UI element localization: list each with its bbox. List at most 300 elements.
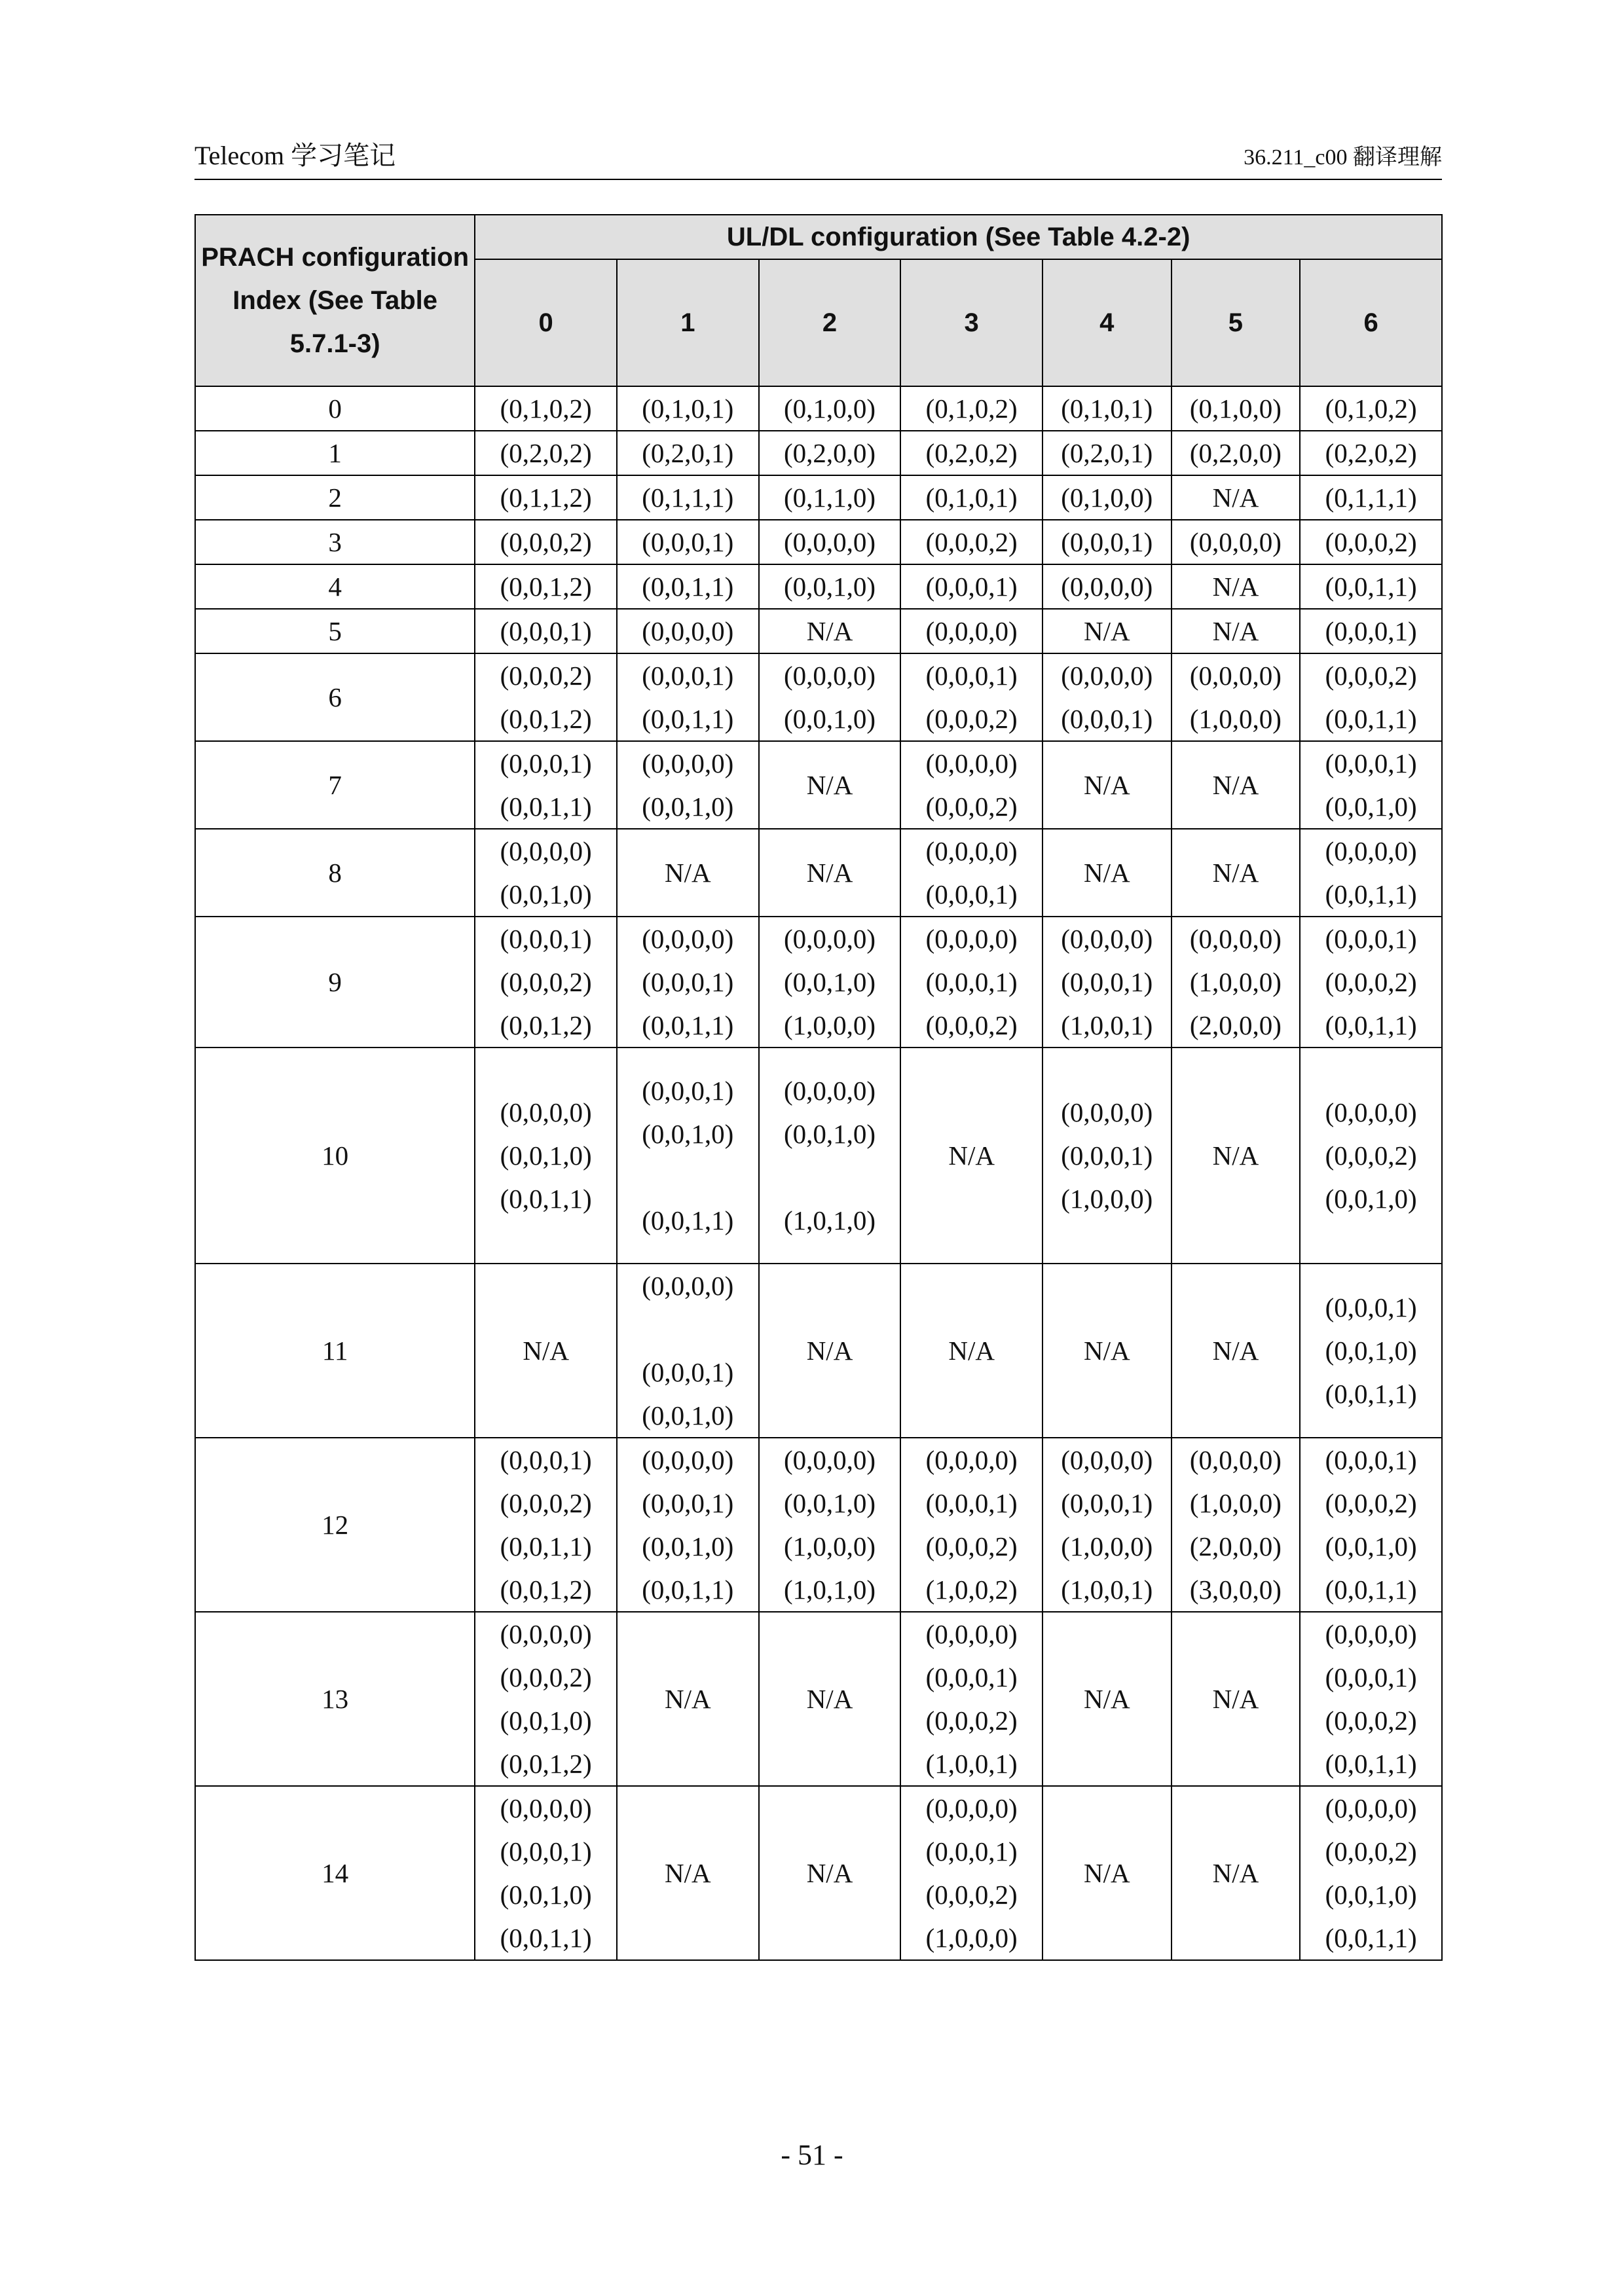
config-cell <box>1300 564 1442 609</box>
prach-index-cell: 2 <box>195 475 475 520</box>
config-cell <box>900 475 1043 520</box>
config-cell <box>1300 1264 1442 1438</box>
config-value: (1,0,0,1) <box>925 1749 1018 1779</box>
config-value: (0,0,0,1) <box>642 661 734 691</box>
config-cell <box>617 475 759 520</box>
config-value: (1,0,0,0) <box>1189 1488 1282 1518</box>
prach-index-cell: 5 <box>195 609 475 653</box>
config-value: N/A <box>1084 1336 1130 1366</box>
config-value: (0,0,0,0) <box>1325 1793 1417 1823</box>
config-cell <box>475 1438 617 1612</box>
config-cell <box>617 1612 759 1786</box>
config-value: N/A <box>1212 572 1259 602</box>
config-value: (2,0,0,0) <box>1189 1531 1282 1561</box>
config-cell <box>1043 520 1172 564</box>
config-cell <box>617 741 759 829</box>
config-value: (1,0,0,0) <box>783 1010 876 1040</box>
config-cell <box>759 520 901 564</box>
config-value: (0,0,0,2) <box>925 527 1018 557</box>
config-value: (0,0,0,0) <box>1189 661 1282 691</box>
config-cell <box>1300 475 1442 520</box>
config-value: (0,0,0,1) <box>500 748 592 778</box>
config-value: (0,0,1,0) <box>783 572 876 602</box>
config-cell <box>759 564 901 609</box>
config-value: (1,0,0,1) <box>1061 1575 1153 1605</box>
config-value <box>618 1156 758 1199</box>
config-value: (0,0,0,0) <box>925 1619 1018 1649</box>
config-value: (0,0,0,2) <box>500 1488 592 1518</box>
config-cell <box>900 917 1043 1048</box>
config-value: (0,0,1,1) <box>642 1205 734 1235</box>
config-cell <box>1300 917 1442 1048</box>
config-value: (0,0,0,0) <box>783 1076 876 1106</box>
config-value: (0,0,0,0) <box>925 1445 1018 1475</box>
config-value: (0,0,0,2) <box>1325 1836 1417 1867</box>
config-cell <box>617 1438 759 1612</box>
config-value: (0,0,1,1) <box>1325 572 1417 602</box>
config-value: (0,0,1,0) <box>783 704 876 734</box>
config-value: (0,0,0,0) <box>783 527 876 557</box>
config-value: (0,0,0,1) <box>642 1488 734 1518</box>
config-value: (0,0,1,2) <box>500 1575 592 1605</box>
config-value: (0,0,0,2) <box>1325 967 1417 997</box>
config-value: (0,2,0,0) <box>783 438 876 468</box>
config-value: N/A <box>1212 1858 1259 1888</box>
config-cell <box>1300 653 1442 741</box>
config-value: (0,0,0,1) <box>642 1357 734 1387</box>
config-value: (2,0,0,0) <box>1189 1010 1282 1040</box>
config-cell <box>1043 1264 1172 1438</box>
config-cell <box>1300 431 1442 475</box>
config-cell <box>1043 1786 1172 1960</box>
config-cell <box>1043 564 1172 609</box>
config-value: (1,0,0,0) <box>1061 1184 1153 1214</box>
config-cell <box>1043 829 1172 917</box>
config-cell <box>900 829 1043 917</box>
config-cell <box>617 917 759 1048</box>
config-value: (0,0,0,1) <box>925 879 1018 909</box>
config-cell <box>1172 917 1301 1048</box>
config-value: (0,0,1,0) <box>500 879 592 909</box>
config-value: (0,0,0,0) <box>783 1445 876 1475</box>
config-value: (0,0,1,1) <box>500 1923 592 1953</box>
config-value: (0,0,1,0) <box>783 1119 876 1149</box>
config-value: (0,0,1,0) <box>642 792 734 822</box>
config-cell <box>617 1048 759 1264</box>
config-cell <box>475 741 617 829</box>
config-value: (1,0,0,2) <box>925 1575 1018 1605</box>
config-value: N/A <box>1212 483 1259 513</box>
config-cell <box>1300 386 1442 431</box>
config-value: (0,0,0,1) <box>925 661 1018 691</box>
config-value: N/A <box>1212 770 1259 800</box>
config-cell <box>1172 1786 1301 1960</box>
config-value: (0,0,0,2) <box>500 661 592 691</box>
config-value: N/A <box>1084 616 1130 646</box>
config-value: (0,0,1,0) <box>500 1705 592 1736</box>
uldl-column-header: 0 <box>475 259 617 386</box>
config-value: (0,0,1,1) <box>500 792 592 822</box>
config-value: (0,0,1,2) <box>500 572 592 602</box>
config-cell <box>900 741 1043 829</box>
config-cell <box>1172 1264 1301 1438</box>
config-cell <box>759 386 901 431</box>
config-value: (0,0,0,2) <box>925 792 1018 822</box>
config-cell <box>759 431 901 475</box>
config-value: (0,0,0,0) <box>642 1445 734 1475</box>
config-value: N/A <box>1084 770 1130 800</box>
config-cell <box>759 1438 901 1612</box>
config-cell <box>1172 475 1301 520</box>
config-value: (0,0,1,0) <box>1325 1531 1417 1561</box>
config-value: (0,1,0,2) <box>1325 393 1417 424</box>
config-cell <box>475 431 617 475</box>
config-value: N/A <box>806 616 853 646</box>
prach-index-cell: 6 <box>195 653 475 741</box>
config-value: (0,0,0,0) <box>500 836 592 866</box>
config-value: (1,0,1,0) <box>783 1575 876 1605</box>
prach-index-cell: 10 <box>195 1048 475 1264</box>
config-value: (0,0,1,1) <box>500 1531 592 1561</box>
config-value: (0,0,1,1) <box>1325 1575 1417 1605</box>
config-value: N/A <box>523 1336 569 1366</box>
config-value: (0,0,0,0) <box>500 1619 592 1649</box>
config-value: (0,1,0,0) <box>1061 483 1153 513</box>
config-value: (1,0,0,0) <box>783 1531 876 1561</box>
config-value: N/A <box>1212 1336 1259 1366</box>
config-value: N/A <box>1212 858 1259 888</box>
config-value: (0,0,0,1) <box>1325 924 1417 954</box>
config-value: (0,0,0,0) <box>642 748 734 778</box>
config-cell <box>1300 609 1442 653</box>
config-value <box>618 1307 758 1351</box>
config-value: (0,0,1,1) <box>1325 1923 1417 1953</box>
config-value: (0,0,0,1) <box>500 924 592 954</box>
config-value: (0,0,1,1) <box>500 1184 592 1214</box>
config-cell <box>900 609 1043 653</box>
config-cell <box>617 431 759 475</box>
prach-index-cell: 0 <box>195 386 475 431</box>
config-value: (1,0,0,0) <box>1061 1531 1153 1561</box>
config-value: (0,0,0,1) <box>925 1836 1018 1867</box>
uldl-column-header: 2 <box>759 259 901 386</box>
config-value: (0,0,0,0) <box>1061 1445 1153 1475</box>
config-value: (0,1,0,1) <box>642 393 734 424</box>
config-value: (0,0,0,0) <box>925 924 1018 954</box>
config-value <box>760 1156 900 1199</box>
config-value: (0,1,0,1) <box>1061 393 1153 424</box>
config-cell <box>1300 1786 1442 1960</box>
config-cell <box>475 1048 617 1264</box>
config-value: (0,0,0,0) <box>783 924 876 954</box>
table-row <box>195 1048 1442 1264</box>
prach-index-cell: 13 <box>195 1612 475 1786</box>
config-value: N/A <box>665 858 711 888</box>
config-cell <box>1043 609 1172 653</box>
config-cell <box>1172 1612 1301 1786</box>
table-row <box>195 431 1442 475</box>
config-value: (1,0,0,0) <box>1189 967 1282 997</box>
config-value: N/A <box>806 770 853 800</box>
prach-config-table <box>194 214 1443 1961</box>
config-value: (0,0,0,2) <box>1325 1488 1417 1518</box>
config-value: (0,0,1,2) <box>500 704 592 734</box>
config-cell <box>1172 520 1301 564</box>
config-cell <box>617 520 759 564</box>
config-value: (0,1,0,2) <box>500 393 592 424</box>
config-value: (0,0,1,0) <box>1325 792 1417 822</box>
table-row <box>195 1786 1442 1960</box>
uldl-column-header: 3 <box>900 259 1043 386</box>
config-cell <box>617 564 759 609</box>
table-row <box>195 741 1442 829</box>
config-value: (0,2,0,2) <box>1325 438 1417 468</box>
prach-index-cell: 4 <box>195 564 475 609</box>
config-value: (0,0,1,0) <box>642 1531 734 1561</box>
config-value: (0,0,1,0) <box>783 967 876 997</box>
config-value: (0,0,0,1) <box>642 967 734 997</box>
table-row <box>195 1612 1442 1786</box>
config-cell <box>1043 475 1172 520</box>
config-value: (0,0,1,0) <box>1325 1336 1417 1366</box>
config-value: (0,1,0,1) <box>925 483 1018 513</box>
prach-index-cell: 8 <box>195 829 475 917</box>
config-value: (0,0,0,2) <box>925 1705 1018 1736</box>
config-cell <box>617 653 759 741</box>
config-value: (0,2,0,2) <box>925 438 1018 468</box>
config-cell <box>900 1264 1043 1438</box>
config-value: (0,0,0,1) <box>1325 1292 1417 1322</box>
config-cell <box>475 653 617 741</box>
config-cell <box>475 609 617 653</box>
config-value: (0,0,0,0) <box>1325 1097 1417 1127</box>
uldl-column-header: 4 <box>1043 259 1172 386</box>
config-cell <box>1172 1048 1301 1264</box>
config-cell <box>475 1612 617 1786</box>
config-value: (0,0,0,0) <box>925 616 1018 646</box>
page-header <box>194 136 1442 180</box>
config-value: (0,0,1,0) <box>642 1119 734 1149</box>
config-value: (0,0,0,2) <box>1325 661 1417 691</box>
config-value: (0,0,0,1) <box>1325 616 1417 646</box>
config-cell <box>900 653 1043 741</box>
config-value: (0,0,1,2) <box>500 1749 592 1779</box>
config-value: (0,0,1,1) <box>1325 1379 1417 1409</box>
config-value: (1,0,1,0) <box>783 1205 876 1235</box>
table-row <box>195 1264 1442 1438</box>
config-value: (0,0,1,0) <box>642 1400 734 1430</box>
config-value: (0,1,1,1) <box>642 483 734 513</box>
config-value: (0,0,1,1) <box>1325 879 1417 909</box>
config-cell <box>1043 431 1172 475</box>
config-value: (1,0,0,0) <box>1189 704 1282 734</box>
config-value: (0,1,1,2) <box>500 483 592 513</box>
page-number: - 51 - <box>781 2139 843 2171</box>
config-cell <box>759 475 901 520</box>
config-value: N/A <box>948 1140 995 1171</box>
config-cell <box>900 431 1043 475</box>
config-cell <box>617 609 759 653</box>
config-value: (0,0,0,0) <box>1061 924 1153 954</box>
config-cell <box>759 1264 901 1438</box>
config-value: (0,0,0,1) <box>925 572 1018 602</box>
config-value: (0,0,0,0) <box>642 924 734 954</box>
config-cell <box>1300 1048 1442 1264</box>
config-value: (0,0,0,0) <box>1189 924 1282 954</box>
config-value: (0,0,0,1) <box>925 1662 1018 1692</box>
config-cell <box>1172 386 1301 431</box>
config-value: (0,0,0,0) <box>642 616 734 646</box>
config-value: (0,0,0,0) <box>1325 836 1417 866</box>
config-cell <box>1172 829 1301 917</box>
config-cell <box>759 741 901 829</box>
config-cell <box>1043 1438 1172 1612</box>
config-cell <box>759 1612 901 1786</box>
config-value: (0,0,1,1) <box>642 1575 734 1605</box>
config-value: (0,0,0,2) <box>500 967 592 997</box>
config-value: (0,0,0,1) <box>1061 1488 1153 1518</box>
table-row <box>195 520 1442 564</box>
config-value: N/A <box>806 858 853 888</box>
config-cell <box>900 1438 1043 1612</box>
config-value: (0,0,1,0) <box>1325 1184 1417 1214</box>
config-cell <box>900 564 1043 609</box>
config-value: (0,0,1,1) <box>1325 1010 1417 1040</box>
config-value: (0,0,0,1) <box>1061 1140 1153 1171</box>
config-value: (0,0,1,0) <box>783 1488 876 1518</box>
config-value: (0,0,0,0) <box>925 1793 1018 1823</box>
config-cell <box>475 564 617 609</box>
config-value: N/A <box>806 1336 853 1366</box>
table-row <box>195 564 1442 609</box>
config-cell <box>475 1786 617 1960</box>
uldl-column-header: 1 <box>617 259 759 386</box>
config-value: N/A <box>1084 1858 1130 1888</box>
config-value: (0,0,0,0) <box>1061 1097 1153 1127</box>
config-value: (0,1,1,1) <box>1325 483 1417 513</box>
table-body <box>195 386 1442 1960</box>
config-cell <box>1043 741 1172 829</box>
uldl-group-header: UL/DL configuration (See Table 4.2-2) <box>475 215 1442 259</box>
config-value: (0,0,0,1) <box>500 1445 592 1475</box>
config-value: (0,0,1,0) <box>500 1880 592 1910</box>
config-cell <box>1172 653 1301 741</box>
table-row <box>195 1438 1442 1612</box>
config-value: N/A <box>1084 858 1130 888</box>
config-value: (0,0,0,0) <box>783 661 876 691</box>
uldl-column-header: 5 <box>1172 259 1301 386</box>
config-cell <box>475 386 617 431</box>
config-value: (0,0,0,2) <box>1325 1140 1417 1171</box>
config-value: (0,0,0,0) <box>642 1271 734 1301</box>
config-cell <box>1043 386 1172 431</box>
config-value: (0,0,0,1) <box>1325 1662 1417 1692</box>
config-value: (0,2,0,1) <box>1061 438 1153 468</box>
prach-index-cell: 7 <box>195 741 475 829</box>
table-row <box>195 386 1442 431</box>
config-value: (0,0,0,1) <box>642 527 734 557</box>
config-value: (0,0,0,0) <box>1325 1619 1417 1649</box>
config-value: (0,0,0,0) <box>1061 572 1153 602</box>
table-row <box>195 475 1442 520</box>
config-value: (0,0,1,1) <box>642 572 734 602</box>
config-value: (0,0,0,2) <box>500 1662 592 1692</box>
config-value: (0,0,0,0) <box>500 1793 592 1823</box>
prach-index-cell: 9 <box>195 917 475 1048</box>
config-value: (0,0,0,1) <box>500 1836 592 1867</box>
prach-index-cell: 12 <box>195 1438 475 1612</box>
config-cell <box>1172 609 1301 653</box>
prach-index-cell: 3 <box>195 520 475 564</box>
config-cell <box>1300 1438 1442 1612</box>
config-value: N/A <box>806 1684 853 1714</box>
config-value: (0,0,1,1) <box>642 704 734 734</box>
table-row <box>195 829 1442 917</box>
config-cell <box>900 1612 1043 1786</box>
config-cell <box>1043 1612 1172 1786</box>
uldl-column-header: 6 <box>1300 259 1442 386</box>
table-row <box>195 609 1442 653</box>
config-value: (0,0,1,0) <box>1325 1880 1417 1910</box>
config-cell <box>475 917 617 1048</box>
config-cell <box>759 653 901 741</box>
config-value: N/A <box>806 1858 853 1888</box>
config-value: (1,0,0,0) <box>925 1923 1018 1953</box>
header-title: Telecom 学习笔记 <box>194 141 396 170</box>
config-value: N/A <box>1212 1684 1259 1714</box>
config-cell <box>759 829 901 917</box>
config-value: (0,0,0,1) <box>642 1076 734 1106</box>
config-value: (0,0,0,1) <box>500 616 592 646</box>
config-value: (0,0,0,0) <box>1189 527 1282 557</box>
config-value: (0,1,1,0) <box>783 483 876 513</box>
config-value: (0,0,0,0) <box>925 836 1018 866</box>
config-cell <box>617 829 759 917</box>
config-value: (0,0,0,0) <box>1061 661 1153 691</box>
config-cell <box>475 475 617 520</box>
config-cell <box>1172 564 1301 609</box>
config-value: (0,1,0,0) <box>1189 393 1282 424</box>
config-value: (0,0,1,1) <box>1325 1749 1417 1779</box>
prach-index-cell: 1 <box>195 431 475 475</box>
config-cell <box>1172 1438 1301 1612</box>
config-cell <box>759 917 901 1048</box>
config-value: (0,0,0,1) <box>1325 748 1417 778</box>
config-cell <box>900 386 1043 431</box>
table-row <box>195 653 1442 741</box>
config-value: (0,0,0,2) <box>925 1531 1018 1561</box>
config-value: (0,0,0,2) <box>500 527 592 557</box>
config-value: (0,0,0,1) <box>1061 967 1153 997</box>
config-value: (0,0,0,2) <box>1325 1705 1417 1736</box>
config-value: (0,0,0,1) <box>1325 1445 1417 1475</box>
config-value: (0,1,0,0) <box>783 393 876 424</box>
config-value: (0,0,1,2) <box>500 1010 592 1040</box>
config-value: (0,0,0,0) <box>1189 1445 1282 1475</box>
prach-index-cell: 14 <box>195 1786 475 1960</box>
config-cell <box>759 1048 901 1264</box>
config-value: (0,0,1,1) <box>1325 704 1417 734</box>
config-value: (0,0,0,2) <box>1325 527 1417 557</box>
config-value: N/A <box>1212 1140 1259 1171</box>
config-cell <box>617 386 759 431</box>
config-value: N/A <box>1084 1684 1130 1714</box>
prach-index-cell: 11 <box>195 1264 475 1438</box>
config-value: (3,0,0,0) <box>1189 1575 1282 1605</box>
config-cell <box>1043 653 1172 741</box>
config-cell <box>1172 431 1301 475</box>
header-doc-ref: 36.211_c00 翻译理解 <box>1244 145 1442 170</box>
